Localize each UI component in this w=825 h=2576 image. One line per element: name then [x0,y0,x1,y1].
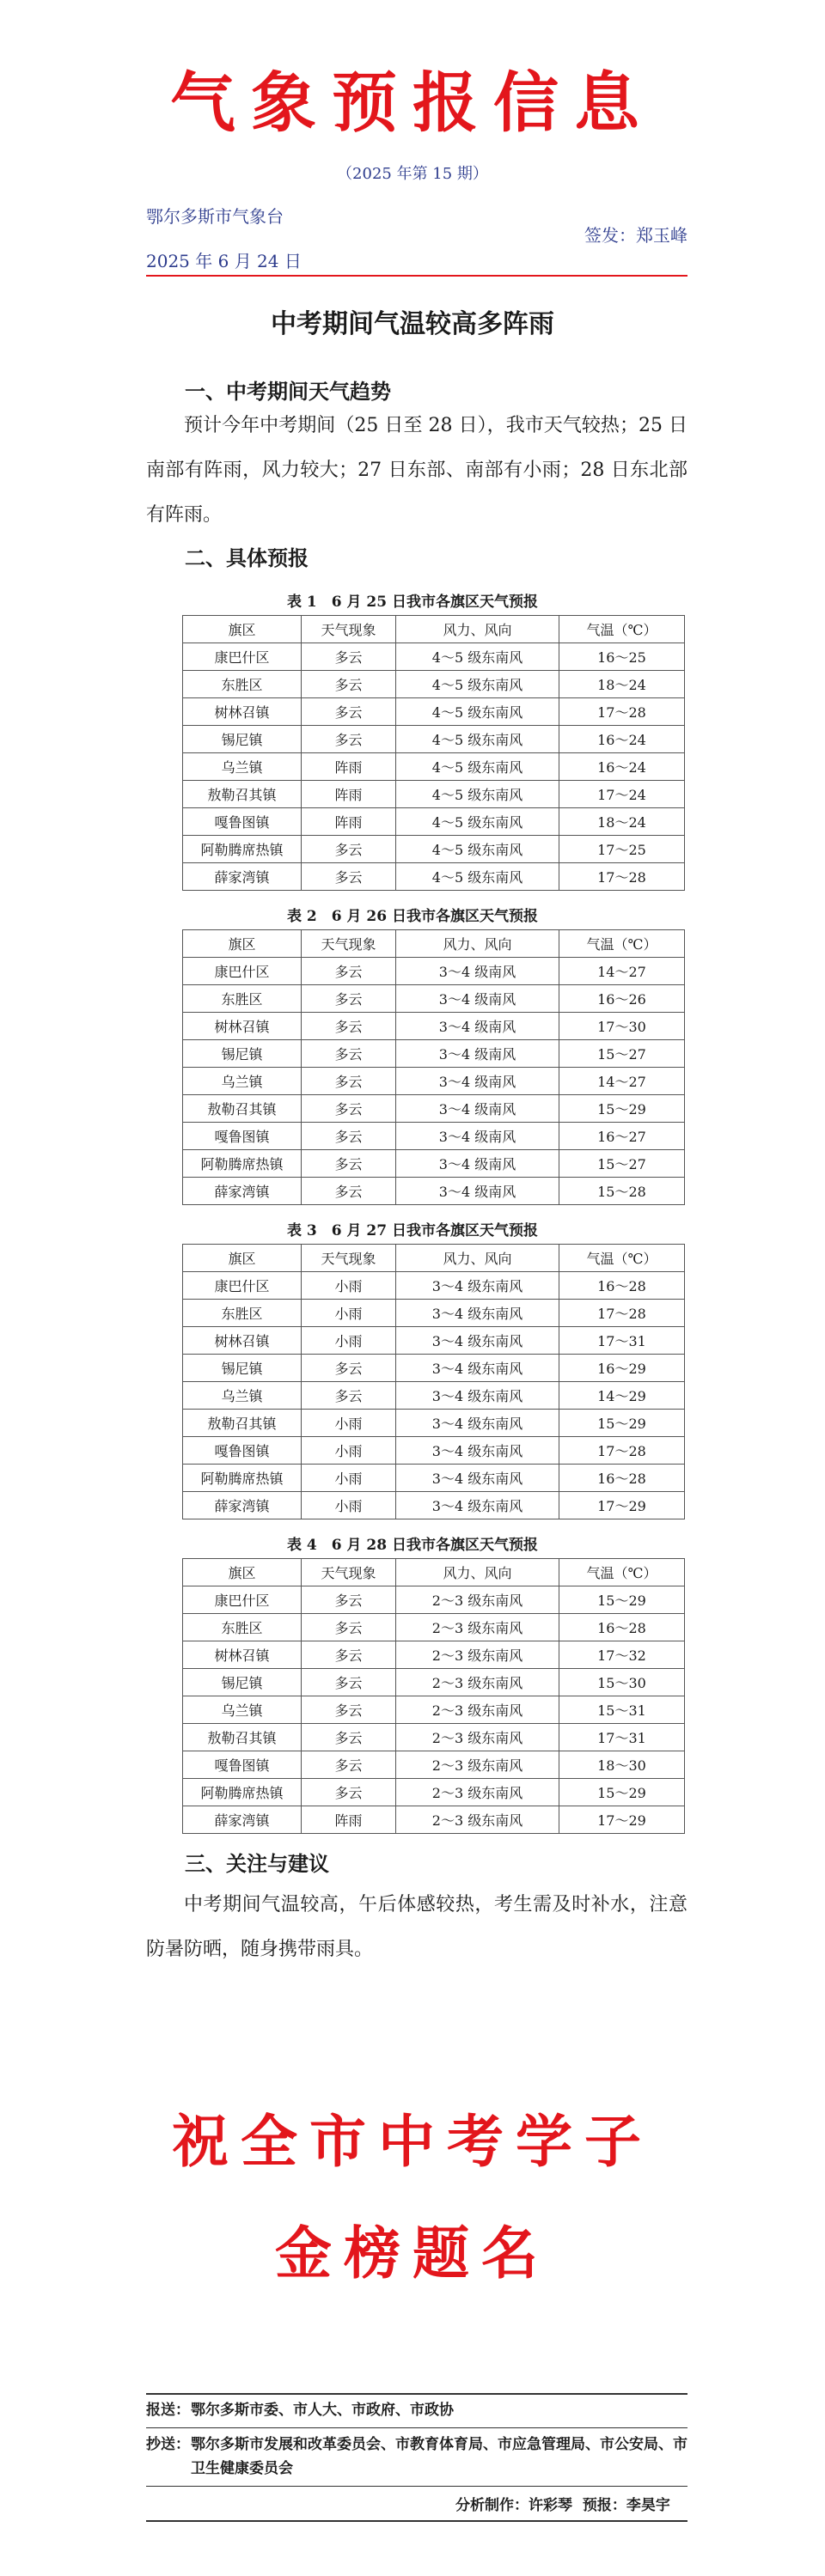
wind-cell: 2～3 级东南风 [396,1751,559,1779]
table-row [183,753,685,781]
table-row [183,1300,685,1327]
weather-cell: 多云 [302,1724,396,1751]
weather-cell: 多云 [302,1095,396,1123]
district-cell: 康巴什区 [183,643,302,671]
table-row [183,1272,685,1300]
district-cell: 树林召镇 [183,1327,302,1355]
weather-cell: 多云 [302,1382,396,1410]
table-row [183,808,685,836]
weather-cell: 多云 [302,1040,396,1068]
district-cell: 阿勒腾席热镇 [183,1779,302,1806]
district-cell: 敖勒召其镇 [183,781,302,808]
temperature-cell: 15～30 [559,1669,685,1696]
district-cell: 薛家湾镇 [183,1492,302,1519]
district-cell: 康巴什区 [183,1272,302,1300]
district-cell: 乌兰镇 [183,753,302,781]
table-row [183,1095,685,1123]
wind-cell: 4～5 级东南风 [396,726,559,753]
district-cell: 敖勒召其镇 [183,1095,302,1123]
temperature-cell: 15～29 [559,1586,685,1614]
column-header: 旗区 [183,1245,302,1272]
wind-cell: 3～4 级南风 [396,1123,559,1150]
table-row [183,1178,685,1205]
temperature-cell: 17～25 [559,836,685,863]
table-row [183,1492,685,1519]
wind-cell: 3～4 级东南风 [396,1327,559,1355]
blessing-line-2: 金榜题名 [275,2220,550,2287]
table-row [183,1806,685,1834]
weather-cell: 多云 [302,863,396,891]
issue-number: （2025 年第 15 期） [337,165,488,183]
wind-cell: 3～4 级东南风 [396,1465,559,1492]
table-row [183,958,685,985]
temperature-cell: 17～29 [559,1806,685,1834]
table-row [183,698,685,726]
wind-cell: 4～5 级东南风 [396,671,559,698]
table-row [183,781,685,808]
table-row [183,1410,685,1437]
temperature-cell: 17～28 [559,863,685,891]
temperature-cell: 15～27 [559,1150,685,1178]
table-row [183,1013,685,1040]
table-row [183,1355,685,1382]
table-row [183,671,685,698]
district-cell: 东胜区 [183,1300,302,1327]
wind-cell: 3～4 级东南风 [396,1300,559,1327]
table-row [183,1382,685,1410]
weather-cell: 小雨 [302,1465,396,1492]
table-row [183,1465,685,1492]
wind-cell: 3～4 级南风 [396,1150,559,1178]
table1-caption: 表 1 6 月 25 日我市各旗区天气预报 [287,594,538,611]
weather-cell: 多云 [302,1013,396,1040]
district-cell: 乌兰镇 [183,1382,302,1410]
temperature-cell: 14～27 [559,958,685,985]
weather-cell: 小雨 [302,1492,396,1519]
wind-cell: 2～3 级东南风 [396,1614,559,1641]
weather-cell: 阵雨 [302,781,396,808]
wind-cell: 3～4 级南风 [396,1040,559,1068]
table-header-row [183,616,685,643]
forecast-table-4 [182,1558,685,1834]
analyst: 分析制作：许彩琴 [455,2497,572,2514]
section3-heading: 三、关注与建议 [185,1851,329,1876]
wind-cell: 3～4 级东南风 [396,1492,559,1519]
masthead-title: 气象预报信息 [170,64,655,141]
column-header: 天气现象 [302,616,396,643]
weather-cell: 多云 [302,643,396,671]
weather-cell: 多云 [302,1641,396,1669]
wind-cell: 3～4 级东南风 [396,1272,559,1300]
weather-cell: 多云 [302,671,396,698]
weather-cell: 多云 [302,726,396,753]
district-cell: 东胜区 [183,985,302,1013]
district-cell: 树林召镇 [183,698,302,726]
document-title: 中考期间气温较高多阵雨 [271,309,554,339]
temperature-cell: 16～28 [559,1614,685,1641]
wind-cell: 4～5 级东南风 [396,863,559,891]
column-header: 气温（℃） [559,930,685,958]
wind-cell: 3～4 级东南风 [396,1382,559,1410]
wind-cell: 4～5 级东南风 [396,836,559,863]
column-header: 风力、风向 [396,616,559,643]
column-header: 天气现象 [302,930,396,958]
weather-cell: 多云 [302,1355,396,1382]
weather-cell: 小雨 [302,1410,396,1437]
column-header: 旗区 [183,930,302,958]
temperature-cell: 14～29 [559,1382,685,1410]
temperature-cell: 17～24 [559,781,685,808]
weather-cell: 阵雨 [302,1806,396,1834]
column-header: 旗区 [183,1559,302,1586]
wind-cell: 4～5 级东南风 [396,753,559,781]
district-cell: 阿勒腾席热镇 [183,1150,302,1178]
district-cell: 嘎鲁图镇 [183,1437,302,1465]
temperature-cell: 16～24 [559,726,685,753]
footer-divider-bottom [146,2486,688,2487]
table4-caption: 表 4 6 月 28 日我市各旗区天气预报 [287,1537,538,1554]
weather-cell: 阵雨 [302,753,396,781]
district-cell: 东胜区 [183,671,302,698]
district-cell: 锡尼镇 [183,726,302,753]
weather-cell: 阵雨 [302,808,396,836]
table-row [183,1327,685,1355]
table-row [183,1586,685,1614]
table-header-row [183,1245,685,1272]
district-cell: 康巴什区 [183,1586,302,1614]
table-row [183,1614,685,1641]
table-row [183,1150,685,1178]
table-row [183,1669,685,1696]
wind-cell: 3～4 级南风 [396,1068,559,1095]
weather-cell: 多云 [302,1751,396,1779]
weather-cell: 多云 [302,985,396,1013]
weather-cell: 多云 [302,1150,396,1178]
section1-text: 预计今年中考期间（25 日至 28 日），我市天气较热；25 日南部有阵雨，风力较大；27 日东部、南部有小雨；28 日东北部有阵雨。 [146,415,688,526]
analysis-credits [455,2493,675,2514]
wind-cell: 3～4 级东南风 [396,1410,559,1437]
table3-caption: 表 3 6 月 27 日我市各旗区天气预报 [287,1222,538,1239]
table-row [183,1779,685,1806]
temperature-cell: 17～30 [559,1013,685,1040]
signer: 签发：郑玉峰 [584,225,688,246]
district-cell: 乌兰镇 [183,1068,302,1095]
column-header: 气温（℃） [559,1245,685,1272]
column-header: 旗区 [183,616,302,643]
wind-cell: 3～4 级南风 [396,958,559,985]
district-cell: 敖勒召其镇 [183,1724,302,1751]
section2-heading: 二、具体预报 [185,545,309,570]
column-header: 气温（℃） [559,616,685,643]
column-header: 气温（℃） [559,1559,685,1586]
footer-divider-mid [146,2427,688,2428]
forecast-table-3 [182,1244,685,1519]
temperature-cell: 17～32 [559,1641,685,1669]
forecaster: 预报：李昊宇 [582,2497,670,2514]
cc-label: 抄送： [146,2436,190,2453]
temperature-cell: 17～31 [559,1327,685,1355]
temperature-cell: 15～29 [559,1779,685,1806]
weather-cell: 多云 [302,1614,396,1641]
temperature-cell: 17～28 [559,1300,685,1327]
weather-cell: 多云 [302,1123,396,1150]
table2-caption: 表 2 6 月 26 日我市各旗区天气预报 [287,908,538,925]
temperature-cell: 15～28 [559,1178,685,1205]
temperature-cell: 15～29 [559,1410,685,1437]
temperature-cell: 14～27 [559,1068,685,1095]
issue-date: 2025 年 6 月 24 日 [146,251,302,271]
weather-cell: 多云 [302,1068,396,1095]
report-label: 报送： [146,2402,190,2419]
wind-cell: 3～4 级东南风 [396,1355,559,1382]
temperature-cell: 17～29 [559,1492,685,1519]
district-cell: 阿勒腾席热镇 [183,1465,302,1492]
blessing-line-1: 祝全市中考学子 [172,2108,653,2175]
footer-divider-top [146,2393,688,2395]
wind-cell: 2～3 级东南风 [396,1806,559,1834]
wind-cell: 2～3 级东南风 [396,1669,559,1696]
weather-cell: 多云 [302,1586,396,1614]
wind-cell: 2～3 级东南风 [396,1641,559,1669]
column-header: 风力、风向 [396,930,559,958]
weather-cell: 多云 [302,1779,396,1806]
temperature-cell: 16～26 [559,985,685,1013]
table-row [183,863,685,891]
district-cell: 嘎鲁图镇 [183,1751,302,1779]
temperature-cell: 16～28 [559,1465,685,1492]
temperature-cell: 18～24 [559,671,685,698]
district-cell: 敖勒召其镇 [183,1410,302,1437]
district-cell: 锡尼镇 [183,1669,302,1696]
wind-cell: 3～4 级南风 [396,1095,559,1123]
column-header: 天气现象 [302,1245,396,1272]
weather-cell: 多云 [302,836,396,863]
weather-cell: 多云 [302,1696,396,1724]
district-cell: 嘎鲁图镇 [183,1123,302,1150]
table-row [183,1751,685,1779]
table-row [183,643,685,671]
table-row [183,726,685,753]
forecast-table-2 [182,929,685,1205]
temperature-cell: 15～31 [559,1696,685,1724]
district-cell: 树林召镇 [183,1013,302,1040]
district-cell: 树林召镇 [183,1641,302,1669]
weather-cell: 多云 [302,698,396,726]
report-recipients: 鄂尔多斯市委、市人大、市政府、市政协 [191,2402,454,2419]
district-cell: 乌兰镇 [183,1696,302,1724]
wind-cell: 3～4 级南风 [396,985,559,1013]
wind-cell: 4～5 级东南风 [396,808,559,836]
temperature-cell: 17～28 [559,698,685,726]
wind-cell: 3～4 级东南风 [396,1437,559,1465]
wind-cell: 4～5 级东南风 [396,643,559,671]
wind-cell: 2～3 级东南风 [396,1696,559,1724]
district-cell: 薛家湾镇 [183,1806,302,1834]
weather-cell: 小雨 [302,1437,396,1465]
temperature-cell: 16～29 [559,1355,685,1382]
temperature-cell: 15～29 [559,1095,685,1123]
table-row [183,1724,685,1751]
footer-divider-end [146,2520,688,2522]
table-row [183,1068,685,1095]
temperature-cell: 18～24 [559,808,685,836]
wind-cell: 2～3 级东南风 [396,1779,559,1806]
table-header-row [183,1559,685,1586]
temperature-cell: 16～24 [559,753,685,781]
district-cell: 薛家湾镇 [183,863,302,891]
table-row [183,836,685,863]
temperature-cell: 16～27 [559,1123,685,1150]
weather-cell: 多云 [302,1669,396,1696]
district-cell: 阿勒腾席热镇 [183,836,302,863]
table-row [183,1641,685,1669]
column-header: 风力、风向 [396,1245,559,1272]
column-header: 风力、风向 [396,1559,559,1586]
wind-cell: 2～3 级东南风 [396,1586,559,1614]
district-cell: 锡尼镇 [183,1355,302,1382]
wind-cell: 4～5 级东南风 [396,781,559,808]
section3-text: 中考期间气温较高，午后体感较热，考生需及时补水，注意防暑防晒，随身携带雨具。 [146,1894,688,1960]
table-row [183,985,685,1013]
wind-cell: 4～5 级东南风 [396,698,559,726]
column-header: 天气现象 [302,1559,396,1586]
district-cell: 康巴什区 [183,958,302,985]
wind-cell: 3～4 级南风 [396,1178,559,1205]
weather-cell: 小雨 [302,1327,396,1355]
district-cell: 嘎鲁图镇 [183,808,302,836]
table-row [183,1040,685,1068]
temperature-cell: 16～25 [559,643,685,671]
wind-cell: 2～3 级东南风 [396,1724,559,1751]
table-row [183,1123,685,1150]
temperature-cell: 16～28 [559,1272,685,1300]
wind-cell: 3～4 级南风 [396,1013,559,1040]
forecast-table-1 [182,615,685,891]
table-row [183,1437,685,1465]
section1-heading: 一、中考期间天气趋势 [185,379,391,404]
table-header-row [183,930,685,958]
weather-cell: 小雨 [302,1272,396,1300]
district-cell: 锡尼镇 [183,1040,302,1068]
district-cell: 东胜区 [183,1614,302,1641]
temperature-cell: 17～31 [559,1724,685,1751]
temperature-cell: 15～27 [559,1040,685,1068]
weather-cell: 小雨 [302,1300,396,1327]
weather-cell: 多云 [302,1178,396,1205]
cc-recipients: 鄂尔多斯市发展和改革委员会、市教育体育局、市应急管理局、市公安局、市卫生健康委员会 [191,2436,688,2477]
temperature-cell: 18～30 [559,1751,685,1779]
table-row [183,1696,685,1724]
temperature-cell: 17～28 [559,1437,685,1465]
district-cell: 薛家湾镇 [183,1178,302,1205]
header-divider [146,275,688,277]
issuer-name: 鄂尔多斯市气象台 [146,206,284,227]
weather-cell: 多云 [302,958,396,985]
